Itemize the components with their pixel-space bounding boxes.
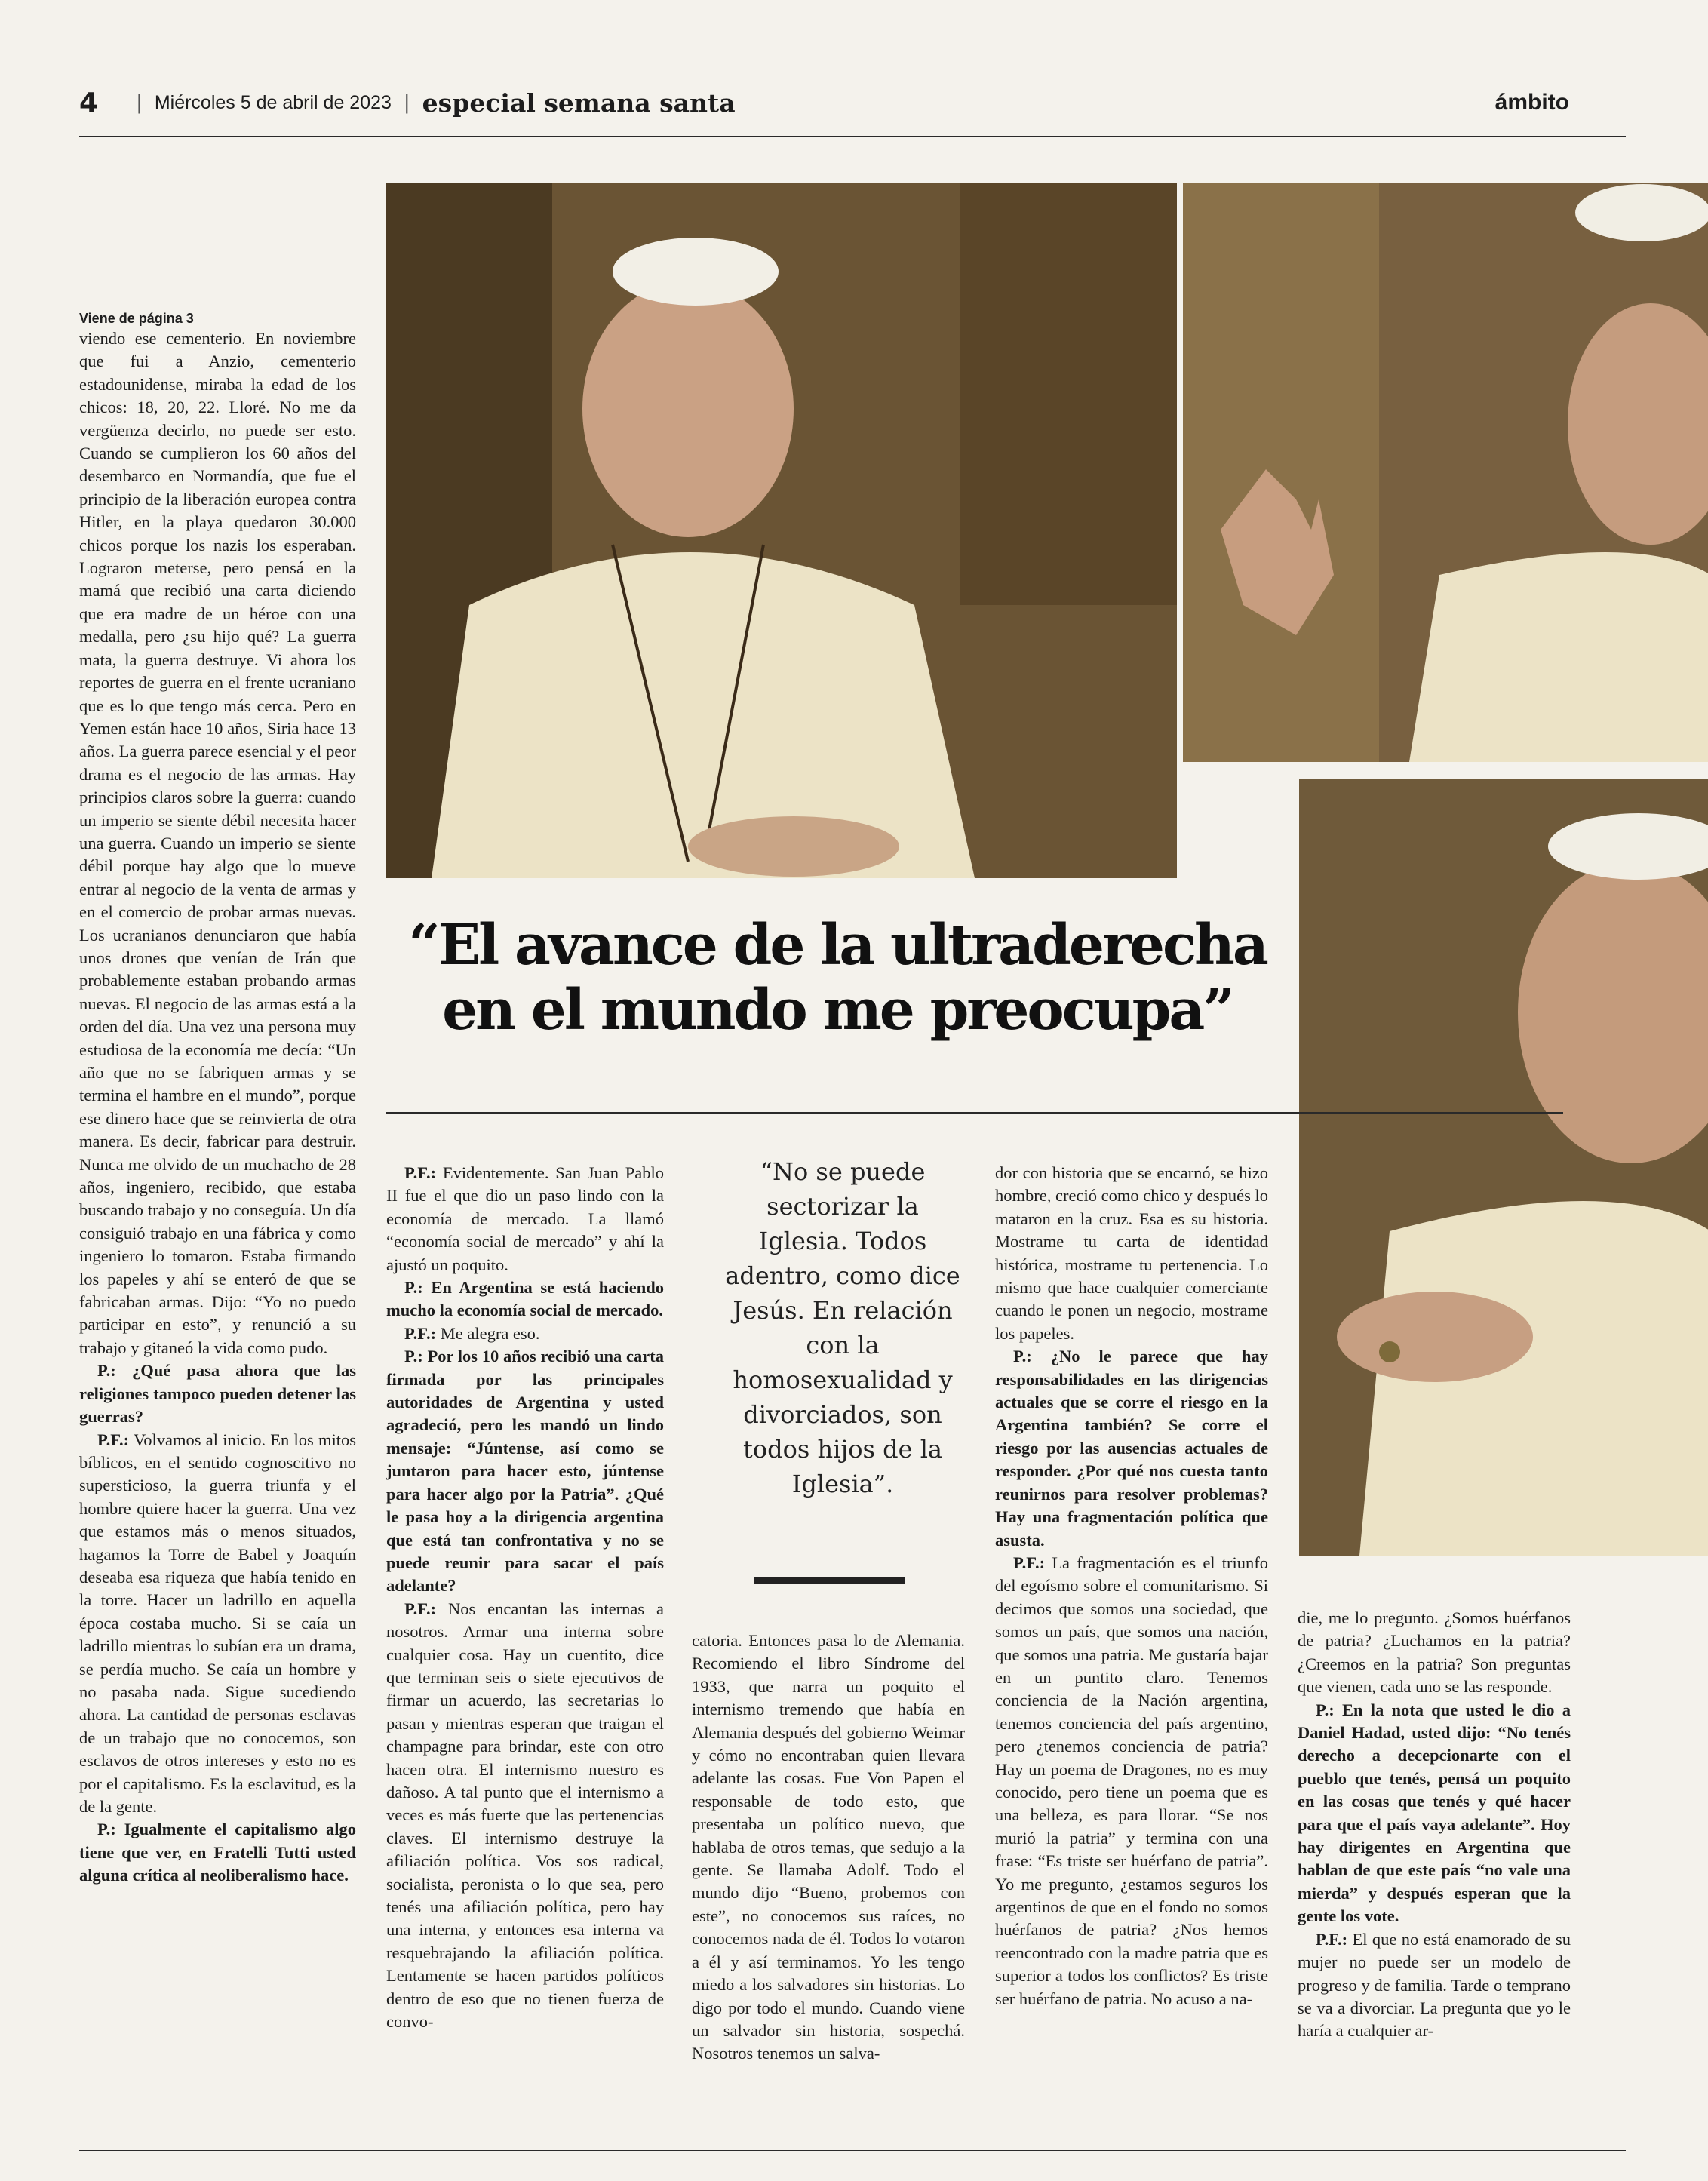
question: P.: En la nota que usted le dio a Daniel Hadad, usted dijo: “No tenés derecho a decepcionarte con el pueblo que tenés, pensá un poquito en las cosas que tenés y qué hacer para que el país vaya adelante”. Hoy hay dirigentes en Argentina que hablan de que este país “no vale una mierda” y después esperan que la gente los vote. (1298, 1700, 1571, 1926)
answer: P.F.: Nos encantan las internas a nosotros. Armar una interna sobre cualquier cosa. Hay un cuentito, dice que terminan seis o siete ejecutivos de firmar un acuerdo, las secretarias lo pasan y mientras esperan que traigan el champagne para brindar, este con otro hacen otra. El internismo nuestro es dañoso. A tal punto que el internismo a veces es más fuerte que las pertenencias claves. El internismo destruye la afiliación política. Vos sos radical, socialista, peronista o lo que sea, pero tenés una afiliación política, pero hay una interna, y entonces esa interna va resquebrajando la afiliación política. Lentamente se hacen partidos políticos dentro de eso que no tienen fuerza de convo- (386, 1599, 664, 2032)
column-4 (995, 1162, 1268, 2011)
headline-line-2: en el mundo me preocupa” (442, 978, 1233, 1043)
photo-pope-listening (1299, 779, 1708, 1556)
question: P.: En Argentina se está haciendo mucho la economía social de mercado. (386, 1278, 665, 1320)
paragraph: catoria. Entonces pasa lo de Alemania. Recomiendo el libro Síndrome del 1933, que narra un poquito el internismo tremendo que había en Alemania después del gobierno Weimar y cómo no encontraban quien llevara adelante las cosas. Fue Von Papen el responsable de todo esto, que presentaba un político nuevo, que hablaba de otros temas, que sedujo a la gente. Se llamaba Adolf. Todo el mundo dijo “Bueno, probemos con este”, no conocemos sus raíces, no conocemos nada de él. Todos lo votaron a él y así terminamos. Yo les tengo miedo a los salvadores sin historias. Lo digo por todo el mundo. Cuando viene un salvador sin historia, sospechá. Nosotros tenemos un salva- (692, 1631, 965, 2063)
pull-quote: “No se puede sectorizar la Iglesia. Todos adentro, como dice Jesús. En relación con la homosexualidad y divorciados, son todos hijos de la Iglesia”. (725, 1157, 960, 1498)
photo-pope-gesture (1183, 183, 1708, 762)
paragraph: dor con historia que se encarnó, se hizo hombre, creció como chico y después lo mataron en la cruz. Esa es su historia. Mostrame tu carta de identidad histórica, mostrame tu pertenencia. Lo mismo que hace cualquier comerciante cuando le ponen un negocio, mostrame los papeles. (995, 1163, 1268, 1343)
photo-pope-main (386, 183, 1177, 878)
header-separator: | (136, 91, 143, 114)
footer-rule (79, 2150, 1626, 2151)
question: P.: ¿No le parece que hay responsabilidades en las dirigencias actuales que se corre el riesgo en la Argentina también? Se corre el riesgo por las ausencias actuales de responder. ¿Por qué nos cuesta tanto reunirnos para resolver problemas? Hay una fragmentación política que asusta. (995, 1347, 1268, 1550)
page-number: 4 (79, 87, 99, 118)
column-3 (692, 1630, 965, 2066)
paragraph: viendo ese cementerio. En noviembre que fui a Anzio, cementerio estadounidense, miraba la edad de los chicos: 18, 20, 22. Lloré. No me da vergüenza decirlo, no puede ser esto. Cuando se cumplieron los 60 años del desembarco en Normandía, que fue el principio de la liberación europea contra Hitler, en la playa quedaron 30.000 chicos porque los nazis los esperaban. Lograron meterse, pero pensá en la mamá que recibió una carta diciendo que era madre de un héroe con una medalla, pero ¿su hijo qué? La guerra mata, la guerra destruye. Vi ahora los reportes de guerra en el frente ucraniano que es lo que tengo más cerca. Pero en Yemen están hace 10 años, Siria hace 13 años. La guerra parece esencial y el peor drama es el negocio de las armas. Hay principios claros sobre la guerra: cuando un imperio se siente débil necesita hacer una guerra. Cuando un imperio se siente débil porque hay algo que lo mueve entrar al negocio de la venta de armas y en el comercio de probar armas nuevas. Los ucranianos denunciaron que había unos drones que venían de Irán que probablemente estaban probando armas nuevas. El negocio de las armas está a la orden del día. Una vez una persona muy estudiosa de la economía me decía: “Un año que no se fabriquen armas y se termina el hambre en el mundo”, porque ese dinero hace que se reinvierta de otra manera. Es decir, fabricar para destruir. Nunca me olvido de un muchacho de 28 años, ingeniero, recibido, que estaba buscando trabajo y no conseguía. Un día consiguió trabajo en una fábrica y como ingeniero lo tomaron. Estaba firmando los papeles y ahí se enteró de que se fabricaban armas. Dijo: “Yo no puedo participar en esto”, y renunció a su trabajo y gitaneó la vida como pudo. (79, 329, 356, 1357)
page-header (79, 81, 1569, 124)
question: P.: Por los 10 años recibió una carta firmada por las principales autoridades de Argentina y usted agradeció, pero les mandó un lindo mensaje: “Júntense, así como se juntaron para hacer esto, júntense para hacer algo por la Patria”. ¿Qué le pasa hoy a la dirigencia argentina que está tan confrontativa y no se puede reunir para sacar el país adelante? (386, 1347, 664, 1596)
headline-rule (386, 1112, 1563, 1114)
answer: P.F.: Evidentemente. San Juan Pablo II fue el que dio un paso lindo con la economía de mercado. La llamó “economía social de mercado” y ahí la ajustó un poquito. (386, 1163, 664, 1274)
question: P.: Igualmente el capitalismo algo tiene que ver, en Fratelli Tutti usted alguna crítica al neoliberalismo hace. (79, 1820, 357, 1885)
question: P.: ¿Qué pasa ahora que las religiones tampoco pueden detener las guerras? (79, 1361, 357, 1427)
pull-quote-rule (754, 1577, 905, 1584)
headline (385, 913, 1290, 1043)
column-5 (1298, 1607, 1571, 2043)
answer: P.F.: El que no está enamorado de su mujer no puede ser un modelo de progreso y de familia. Tarde o temprano se va a divorciar. La pregunta que yo le haría a cualquier ar- (1298, 1929, 1571, 2041)
brand-logo: ámbito (1494, 90, 1569, 115)
header-separator: | (403, 91, 410, 114)
headline-line-1: “El avance de la ultraderecha (408, 913, 1267, 978)
paragraph: die, me lo pregunto. ¿Somos huérfanos de patria? ¿Luchamos en la patria? ¿Creemos en la patria? Son preguntas que vienen, cada uno se las responde. (1298, 1608, 1571, 1697)
continuation-kicker: Viene de página 3 (79, 311, 194, 326)
column-1 (79, 309, 356, 1888)
header-rule (79, 136, 1626, 137)
answer: P.F.: La fragmentación es el triunfo del egoísmo sobre el comunitarismo. Si decimos que somos una sociedad, que somos un país, que somos una nación, que somos una patria. Me gustaría bajar en un puntito claro. Tenemos conciencia de la Nación argentina, tenemos conciencia del país argentino, pero ¿tenemos conciencia de patria? Hay un poema de Dragones, no es muy conocido, pero tiene un poema que es una belleza, es para llorar. “Se nos murió la patria” y termina con una frase: “Es triste ser huérfano de patria”. Yo me pregunto, ¿estamos seguros los argentinos de que en el fondo no somos huérfanos de patria? ¿Nos hemos reencontrado con la madre patria que es superior a todos los conflictos? Es triste ser huérfano de patria. No acuso a na- (995, 1553, 1268, 2008)
column-2 (386, 1162, 664, 2033)
answer: P.F.: Volvamos al inicio. En los mitos bíblicos, en el sentido cognoscitivo no supersticioso, la guerra triunfa y el hombre quiere hacer la guerra. Una vez que estamos más o menos situados, hagamos la Torre de Babel y Joaquín deseaba esa riqueza que había tenido en la torre. Hacer un ladrillo en aquella época costaba mucho. Si se caía un ladrillo mientras lo subían era un drama, se perdía mucho. Se caía un hombre y no pasaba nada. Sigue sucediendo ahora. La cantidad de personas esclavas de un trabajo que no conocemos, son esclavos de otros intereses y esto no es por el capitalismo. Es la esclavitud, es la de la gente. (79, 1430, 357, 1816)
answer: P.F.: Me alegra eso. (404, 1323, 540, 1343)
section-title: especial semana santa (422, 88, 736, 118)
issue-date: Miércoles 5 de abril de 2023 (154, 91, 392, 113)
